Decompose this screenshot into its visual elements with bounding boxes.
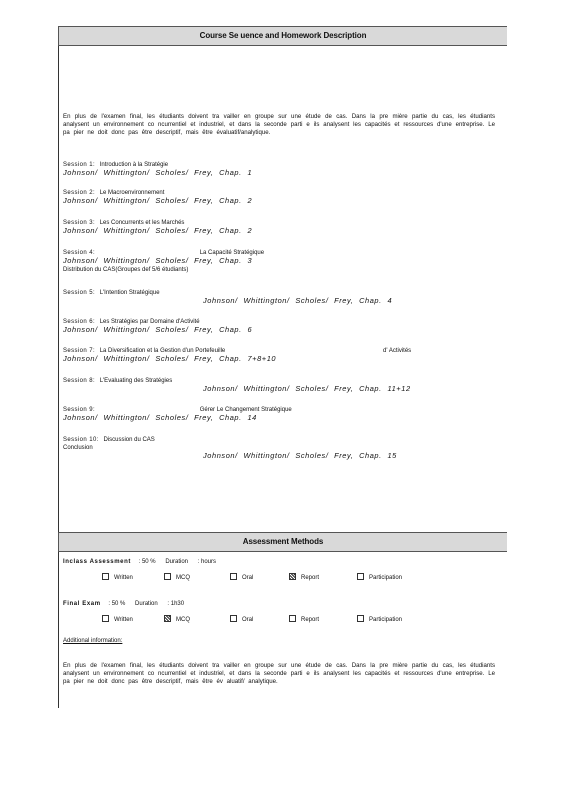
- session-title: Les Concurrents et les Marchés: [99, 220, 185, 226]
- session-extra: Conclusion: [63, 445, 93, 451]
- session-label: Session 2:: [63, 190, 96, 196]
- session-label: Session 5:: [63, 290, 96, 296]
- session-9: [63, 406, 503, 423]
- session-label: Session 3:: [63, 220, 96, 226]
- inclass-option-oral[interactable]: [230, 574, 253, 582]
- session-reference: Johnson/ Whittington/ Scholes/ Frey, Chap. 6: [63, 325, 253, 334]
- unchecked-checkbox[interactable]: [230, 573, 237, 580]
- session-title: Le Macroenvironnement: [99, 190, 165, 196]
- session-label: Session 6:: [63, 319, 96, 325]
- session-label: Session 4:: [63, 250, 96, 256]
- session-title: Introduction à la Stratégie: [99, 162, 169, 168]
- session-label: Session 9:: [63, 407, 96, 413]
- option-label: Participation: [369, 575, 403, 582]
- final-option-report[interactable]: [289, 616, 319, 624]
- final-exam-label: Final Exam: [63, 601, 101, 607]
- additional-information-text: En plus de l'examen final, les étudiants doivent tra vailler en groupe sur une étude de cas. Dans la pre mière partie du cas, les étudiants analysent un environnement co ncurrentiel et industriel, et dans la seconde parti e ils analysent les capacités et ressources d'une entreprise. Le pa pier ne doit donc pas être descriptif, mais être év aluatif/ analytique.: [63, 662, 495, 685]
- inclass-label: Inclass Assessment: [63, 559, 131, 565]
- assessment-methods-header: Assessment Methods: [58, 532, 507, 552]
- option-label: Report: [301, 617, 320, 624]
- option-label: Oral: [242, 617, 254, 624]
- final-option-mcq[interactable]: [164, 616, 190, 624]
- inclass-option-mcq[interactable]: [164, 574, 190, 582]
- unchecked-checkbox[interactable]: [230, 615, 237, 622]
- unchecked-checkbox[interactable]: [289, 615, 296, 622]
- session-title: L'Evaluating des Stratégies: [99, 378, 173, 384]
- session-reference: Johnson/ Whittington/ Scholes/ Frey, Chap. 1: [63, 168, 253, 177]
- session-label: Session 8:: [63, 378, 96, 384]
- final-option-participation[interactable]: [357, 616, 402, 624]
- session-5: [63, 289, 503, 306]
- session-title: Gérer Le Changement Stratégique: [199, 407, 292, 413]
- inclass-duration-value: : hours: [197, 559, 217, 565]
- final-duration-label: Duration: [135, 601, 158, 607]
- session-6: [63, 318, 503, 335]
- inclass-option-report[interactable]: [289, 574, 319, 582]
- session-label: Session 7:: [63, 348, 96, 354]
- session-title: Discussion du CAS: [103, 437, 155, 443]
- option-label: Written: [114, 575, 133, 582]
- final-exam-row: [63, 600, 184, 608]
- session-4: [63, 249, 503, 274]
- checked-checkbox[interactable]: [289, 573, 296, 580]
- unchecked-checkbox[interactable]: [357, 615, 364, 622]
- session-title: Les Stratégies par Domaine d'Activité: [99, 319, 200, 325]
- option-label: MCQ: [176, 617, 190, 624]
- final-duration-value: : 1h30: [167, 601, 185, 607]
- session-3: [63, 219, 503, 236]
- session-10: [63, 436, 503, 461]
- session-label: Session 10:: [63, 437, 99, 443]
- intro-paragraph: En plus de l'examen final, les étudiants doivent tra vailler en groupe sur une étude de cas. Dans la pre mière partie du cas, les étudiants analysent un environnement co ncurrentiel et industriel, et dans la seconde parti e ils analysent les capacités et ressources d'une entreprise. Le pa pier ne doit donc pas être descriptif, mais être évaluatif/analytique.: [63, 113, 495, 136]
- option-label: Participation: [369, 617, 403, 624]
- unchecked-checkbox[interactable]: [357, 573, 364, 580]
- session-title-continued: d' Activités: [383, 348, 412, 354]
- final-percentage: : 50 %: [108, 601, 126, 607]
- option-label: Written: [114, 617, 133, 624]
- session-reference: Johnson/ Whittington/ Scholes/ Frey, Chap. 2: [63, 196, 253, 205]
- option-label: MCQ: [176, 575, 190, 582]
- unchecked-checkbox[interactable]: [102, 573, 109, 580]
- session-reference: Johnson/ Whittington/ Scholes/ Frey, Chap. 4: [203, 296, 393, 305]
- inclass-assessment-row: [63, 558, 216, 566]
- session-reference: Johnson/ Whittington/ Scholes/ Frey, Chap. 7+8+10: [63, 354, 277, 363]
- unchecked-checkbox[interactable]: [102, 615, 109, 622]
- inclass-option-participation[interactable]: [357, 574, 402, 582]
- checked-checkbox[interactable]: [164, 615, 171, 622]
- session-1: [63, 161, 503, 178]
- unchecked-checkbox[interactable]: [164, 573, 171, 580]
- session-extra: Distribution du CAS(Groupes def 5/6 étudiants): [63, 267, 189, 273]
- inclass-duration-label: Duration: [165, 559, 188, 565]
- final-option-written[interactable]: [102, 616, 133, 624]
- session-title: L'Intention Stratégique: [99, 290, 160, 296]
- option-label: Report: [301, 575, 320, 582]
- additional-information-label: Additional information:: [63, 638, 123, 644]
- session-reference: Johnson/ Whittington/ Scholes/ Frey, Chap. 2: [63, 226, 253, 235]
- session-title: La Diversification et la Gestion d'un Portefeuille: [99, 348, 226, 354]
- session-reference: Johnson/ Whittington/ Scholes/ Frey, Chap. 3: [63, 256, 253, 265]
- session-reference: Johnson/ Whittington/ Scholes/ Frey, Chap. 11+12: [203, 384, 411, 393]
- inclass-percentage: : 50 %: [138, 559, 156, 565]
- session-7: [63, 347, 503, 364]
- session-label: Session 1:: [63, 162, 96, 168]
- session-8: [63, 377, 503, 394]
- session-reference: Johnson/ Whittington/ Scholes/ Frey, Chap. 14: [63, 413, 257, 422]
- final-option-oral[interactable]: [230, 616, 253, 624]
- inclass-option-written[interactable]: [102, 574, 133, 582]
- session-title: La Capacité Stratégique: [199, 250, 265, 256]
- option-label: Oral: [242, 575, 254, 582]
- course-sequence-header: Course Se uence and Homework Description: [58, 26, 507, 46]
- session-2: [63, 189, 503, 206]
- session-reference: Johnson/ Whittington/ Scholes/ Frey, Chap. 15: [203, 451, 397, 460]
